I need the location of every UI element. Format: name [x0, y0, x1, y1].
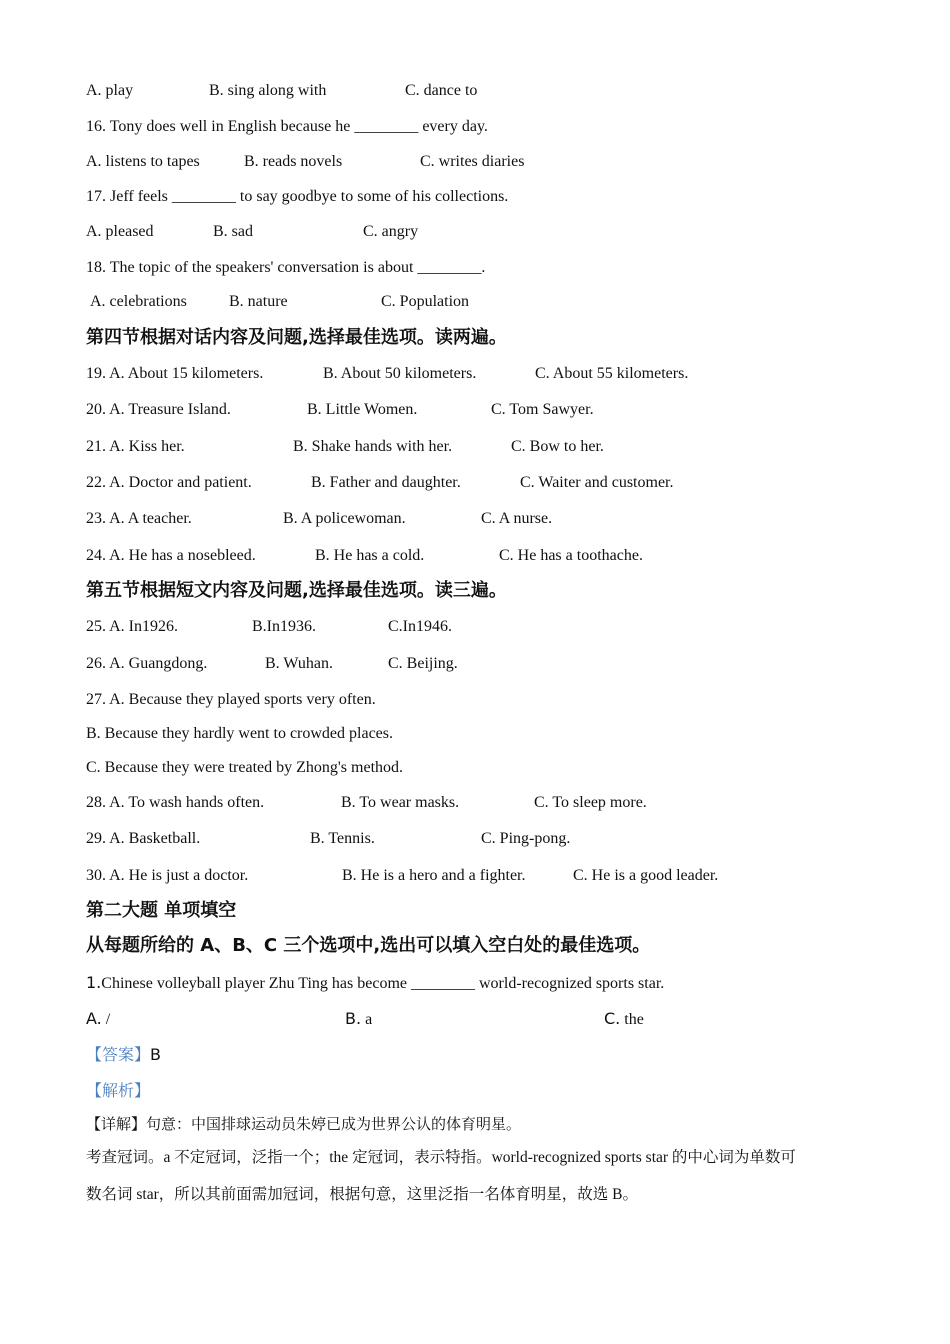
option-c-text: the: [620, 1011, 644, 1028]
part2-q1-stem: [86, 973, 664, 994]
q27-option-c: C. Because they were treated by Zhong's method.: [86, 759, 404, 776]
q23-option-a: 23. A. A teacher.: [86, 510, 192, 527]
q25-option-c: C.In1946.: [388, 618, 452, 635]
part2-instructions: 从每题所给的 A、B、C 三个选项中,选出可以填入空白处的最佳选项。: [86, 935, 651, 956]
q18-option-c: C. Population: [381, 293, 470, 310]
q16-option-c: C. writes diaries: [420, 153, 525, 170]
q20-option-a: 20. A. Treasure Island.: [86, 401, 231, 418]
q16-option-a: A. listens to tapes: [86, 153, 200, 170]
q18-option-b: B. nature: [229, 293, 288, 310]
detail-text: 句意：中国排球运动员朱婷已成为世界公认的体育明星。: [146, 1115, 522, 1133]
q22-option-c: C. Waiter and customer.: [520, 474, 674, 491]
q29-option-a: 29. A. Basketball.: [86, 830, 201, 847]
q17-stem: 17. Jeff feels ________ to say goodbye to some of his collections.: [86, 188, 509, 205]
q22-option-b: B. Father and daughter.: [311, 474, 461, 491]
q17-option-c: C. angry: [363, 223, 419, 240]
analysis-label: 【解析】: [86, 1081, 151, 1100]
detail-label: 【详解】: [86, 1115, 147, 1133]
answer-label: 【答案】: [86, 1045, 151, 1064]
q25-option-a: 25. A. In1926.: [86, 618, 178, 635]
q28-option-b: B. To wear masks.: [341, 794, 460, 811]
q25-option-b: B.In1936.: [252, 618, 316, 635]
q21-option-a: 21. A. Kiss her.: [86, 438, 185, 455]
q28-option-c: C. To sleep more.: [534, 794, 647, 811]
part2-q1-number: 1.: [86, 973, 102, 992]
q22-option-a: 22. A. Doctor and patient.: [86, 474, 252, 491]
q15-option-c: C. dance to: [405, 82, 478, 99]
analysis-line-1: 考查冠词。a 不定冠词，泛指一个；the 定冠词，表示特指。world-recognized sports star 的中心词为单数可: [86, 1149, 796, 1166]
q29-option-c: C. Ping-pong.: [481, 830, 571, 847]
q19-option-c: C. About 55 kilometers.: [535, 365, 689, 382]
q21-option-c: C. Bow to her.: [511, 438, 604, 455]
part2-q1-text: Chinese volleyball player Zhu Ting has become ________ world-recognized sports star.: [101, 975, 665, 992]
analysis-line-2: 数名词 star，所以其前面需加冠词，根据句意，这里泛指一名体育明星，故选 B。: [86, 1186, 638, 1203]
part2-title: 第二大题 单项填空: [86, 900, 237, 921]
q18-option-a: A. celebrations: [90, 293, 187, 310]
option-b-letter: B.: [345, 1009, 362, 1028]
q26-option-a: 26. A. Guangdong.: [86, 655, 208, 672]
section5-heading: 第五节根据短文内容及问题,选择最佳选项。读三遍。: [86, 580, 507, 601]
q23-option-c: C. A nurse.: [481, 510, 553, 527]
option-c-letter: C.: [604, 1009, 621, 1028]
q20-option-c: C. Tom Sawyer.: [491, 401, 594, 418]
q27-option-b: B. Because they hardly went to crowded places.: [86, 725, 394, 742]
q23-option-b: B. A policewoman.: [283, 510, 406, 527]
q15-option-b: B. sing along with: [209, 82, 327, 99]
q26-option-c: C. Beijing.: [388, 655, 458, 672]
q27-option-a: 27. A. Because they played sports very often.: [86, 691, 376, 708]
q24-option-c: C. He has a toothache.: [499, 547, 643, 564]
q19-option-a: 19. A. About 15 kilometers.: [86, 365, 264, 382]
part2-q1-option-b: [345, 1009, 372, 1030]
answer-value: B: [150, 1045, 161, 1064]
q19-option-b: B. About 50 kilometers.: [323, 365, 477, 382]
q26-option-b: B. Wuhan.: [265, 655, 333, 672]
q17-option-a: A. pleased: [86, 223, 154, 240]
analysis-detail: [86, 1114, 521, 1134]
q24-option-b: B. He has a cold.: [315, 547, 425, 564]
q16-option-b: B. reads novels: [244, 153, 343, 170]
section4-heading: 第四节根据对话内容及问题,选择最佳选项。读两遍。: [86, 327, 507, 348]
q28-option-a: 28. A. To wash hands often.: [86, 794, 265, 811]
q24-option-a: 24. A. He has a nosebleed.: [86, 547, 256, 564]
q16-stem: 16. Tony does well in English because he ________ every day.: [86, 118, 488, 135]
answer-line: [86, 1045, 161, 1066]
q30-option-a: 30. A. He is just a doctor.: [86, 867, 249, 884]
q29-option-b: B. Tennis.: [310, 830, 375, 847]
q17-option-b: B. sad: [213, 223, 253, 240]
part2-q1-option-a: [86, 1009, 110, 1030]
part2-q1-option-c: [604, 1009, 644, 1030]
option-b-text: a: [361, 1011, 373, 1028]
q21-option-b: B. Shake hands with her.: [293, 438, 453, 455]
option-a-letter: A.: [86, 1009, 102, 1028]
q15-option-a: A. play: [86, 82, 134, 99]
q30-option-c: C. He is a good leader.: [573, 867, 719, 884]
q20-option-b: B. Little Women.: [307, 401, 418, 418]
q18-stem: 18. The topic of the speakers' conversation is about ________.: [86, 259, 486, 276]
q30-option-b: B. He is a hero and a fighter.: [342, 867, 526, 884]
option-a-text: /: [101, 1011, 111, 1028]
